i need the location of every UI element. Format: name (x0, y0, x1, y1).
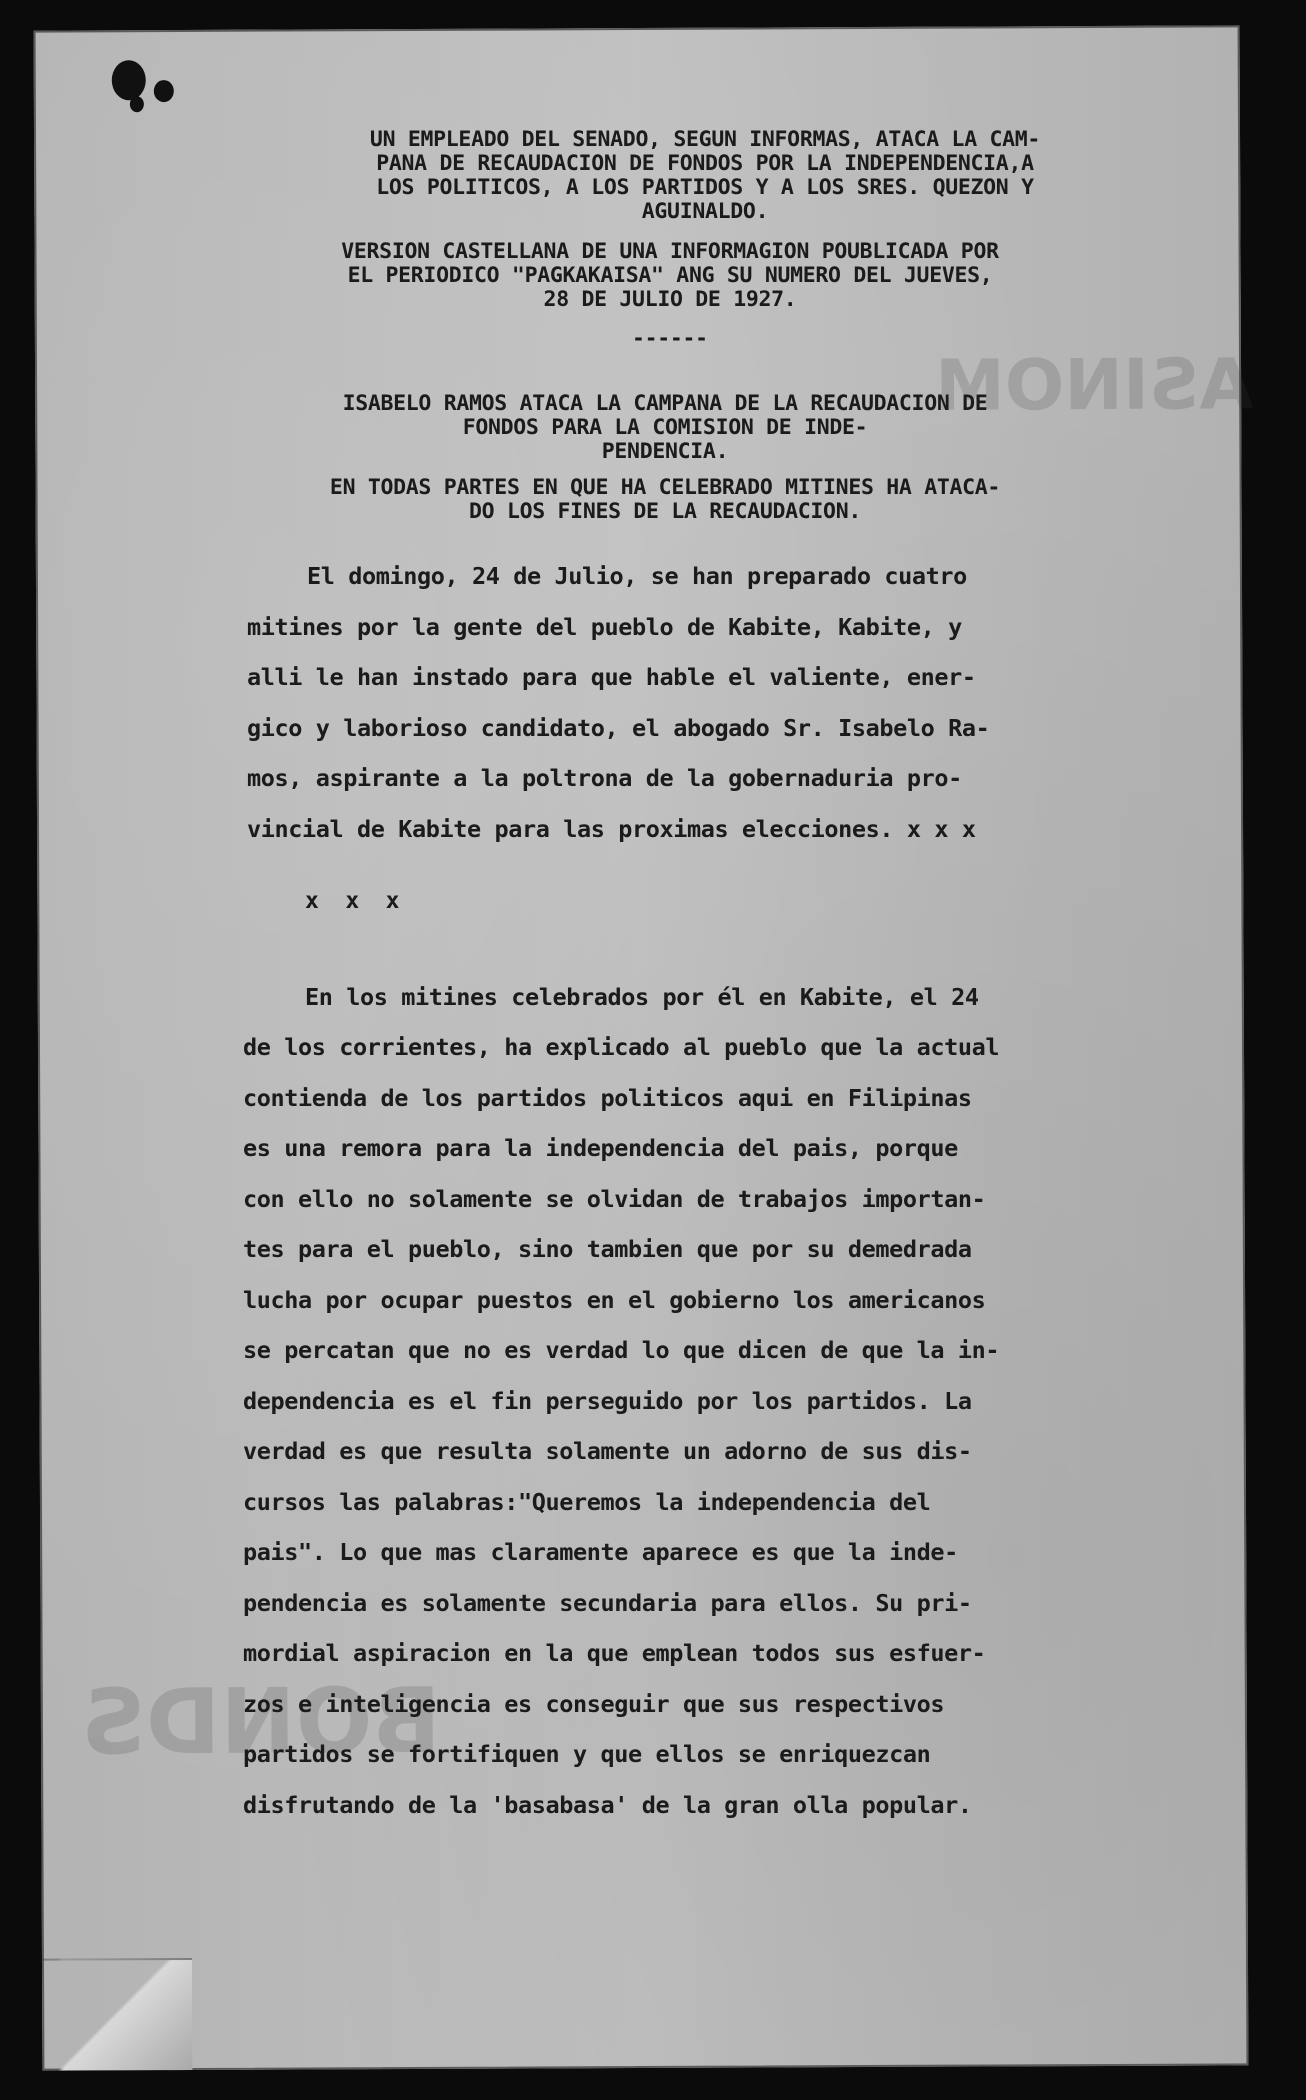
subtitle-line: EL PERIODICO "PAGKAKAISA" ANG SU NUMERO DEL JUEVES, (347, 263, 993, 288)
paragraph-line: mordial aspiracion en la que emplean todos sus esfuer- (243, 1639, 986, 1667)
paragraph-line: contienda de los partidos politicos aqui en Filipinas (243, 1083, 972, 1112)
paragraph-line: mitines por la gente del pueblo de Kabite, Kabite, y (247, 612, 962, 641)
paragraph-line: pais". Lo que mas claramente aparece es que la inde- (243, 1538, 958, 1566)
paragraph-line: pendencia es solamente secundaria para ellos. Su pri- (243, 1588, 972, 1617)
subheadline-line: DO LOS FINES DE LA RECAUDACION. (469, 499, 861, 524)
paragraph-line: dependencia es el fin perseguido por los partidos. La (243, 1386, 972, 1415)
title-line: UN EMPLEADO DEL SENADO, SEGUN INFORMAS, ATACA LA CAM- (369, 127, 1041, 152)
document-title (265, 128, 1145, 224)
paragraph-line: de los corrientes, ha explicado al pueblo que la actual (243, 1033, 1000, 1061)
paragraph-line: se percatan que no es verdad lo que dicen de que la in- (243, 1336, 1000, 1364)
document-text (205, 128, 1105, 1830)
paragraph-line: verdad es que resulta solamente un adorno de sus dis- (243, 1437, 972, 1465)
bleed-through-mark: BONDS (80, 1668, 442, 1776)
paragraph-line: lucha por ocupar puestos en el gobierno los americanos (243, 1285, 986, 1314)
paragraph-1 (247, 551, 1147, 854)
bleed-through-mark: ASINOM (934, 343, 1254, 427)
title-line: AGUINALDO. (641, 199, 769, 224)
headline-line: FONDOS PARA LA COMISION DE INDE- (462, 415, 868, 440)
paragraph-line: zos e inteligencia es conseguir que sus respectivos (243, 1689, 945, 1718)
subheadline-line: EN TODAS PARTES EN QUE HA CELEBRADO MITINES HA ATACA- (329, 475, 1001, 500)
paragraph-line: gico y laborioso candidato, el abogado Sr. Isabelo Ra- (247, 713, 990, 742)
paragraph-2 (243, 972, 1143, 1831)
paragraph-line: partidos se fortifiquen y que ellos se enriquezcan (243, 1740, 931, 1768)
ink-blot (130, 96, 144, 112)
ink-blot (154, 80, 174, 102)
headline (255, 392, 1075, 464)
subtitle-line: VERSION CASTELLANA DE UNA INFORMAGION POUBLICADA POR (341, 239, 999, 264)
paragraph-line: vincial de Kabite para las proximas elecciones. x x x (247, 814, 976, 843)
paragraph-line: cursos las palabras:"Queremos la independencia del (243, 1487, 931, 1516)
paragraph-line: mos, aspirante a la poltrona de la gobernaduria pro- (247, 764, 962, 792)
subheadline (250, 476, 1080, 524)
document-subtitle (260, 240, 1080, 312)
paragraph-line: En los mitines celebrados por él en Kabite, el 24 (305, 982, 979, 1011)
paragraph-line: es una remora para la independencia del pais, porque (243, 1134, 958, 1162)
paragraph-line: El domingo, 24 de Julio, se han preparado cuatro (307, 562, 967, 590)
headline-line: ISABELO RAMOS ATACA LA CAMPANA DE LA RECAUDACION DE (342, 391, 988, 416)
title-line: LOS POLITICOS, A LOS PARTIDOS Y A LOS SRES. QUEZON Y (376, 175, 1034, 200)
divider: ------ (632, 326, 708, 350)
paragraph-line: disfrutando de la 'basabasa' de la gran olla popular. (243, 1790, 972, 1819)
subtitle-line: 28 DE JULIO DE 1927. (543, 287, 797, 312)
folded-corner (42, 1958, 192, 2071)
title-line: PANA DE RECAUDACION DE FONDOS POR LA INDEPENDENCIA,A (376, 151, 1034, 176)
headline-line: PENDENCIA. (601, 439, 729, 464)
ink-blot (112, 60, 146, 100)
paragraph-line: alli le han instado para que hable el valiente, ener- (247, 663, 976, 691)
omission-mark: x x x (305, 888, 400, 914)
paragraph-line: con ello no solamente se olvidan de trabajos importan- (243, 1184, 986, 1213)
paragraph-line: tes para el pueblo, sino tambien que por su demedrada (243, 1235, 972, 1263)
